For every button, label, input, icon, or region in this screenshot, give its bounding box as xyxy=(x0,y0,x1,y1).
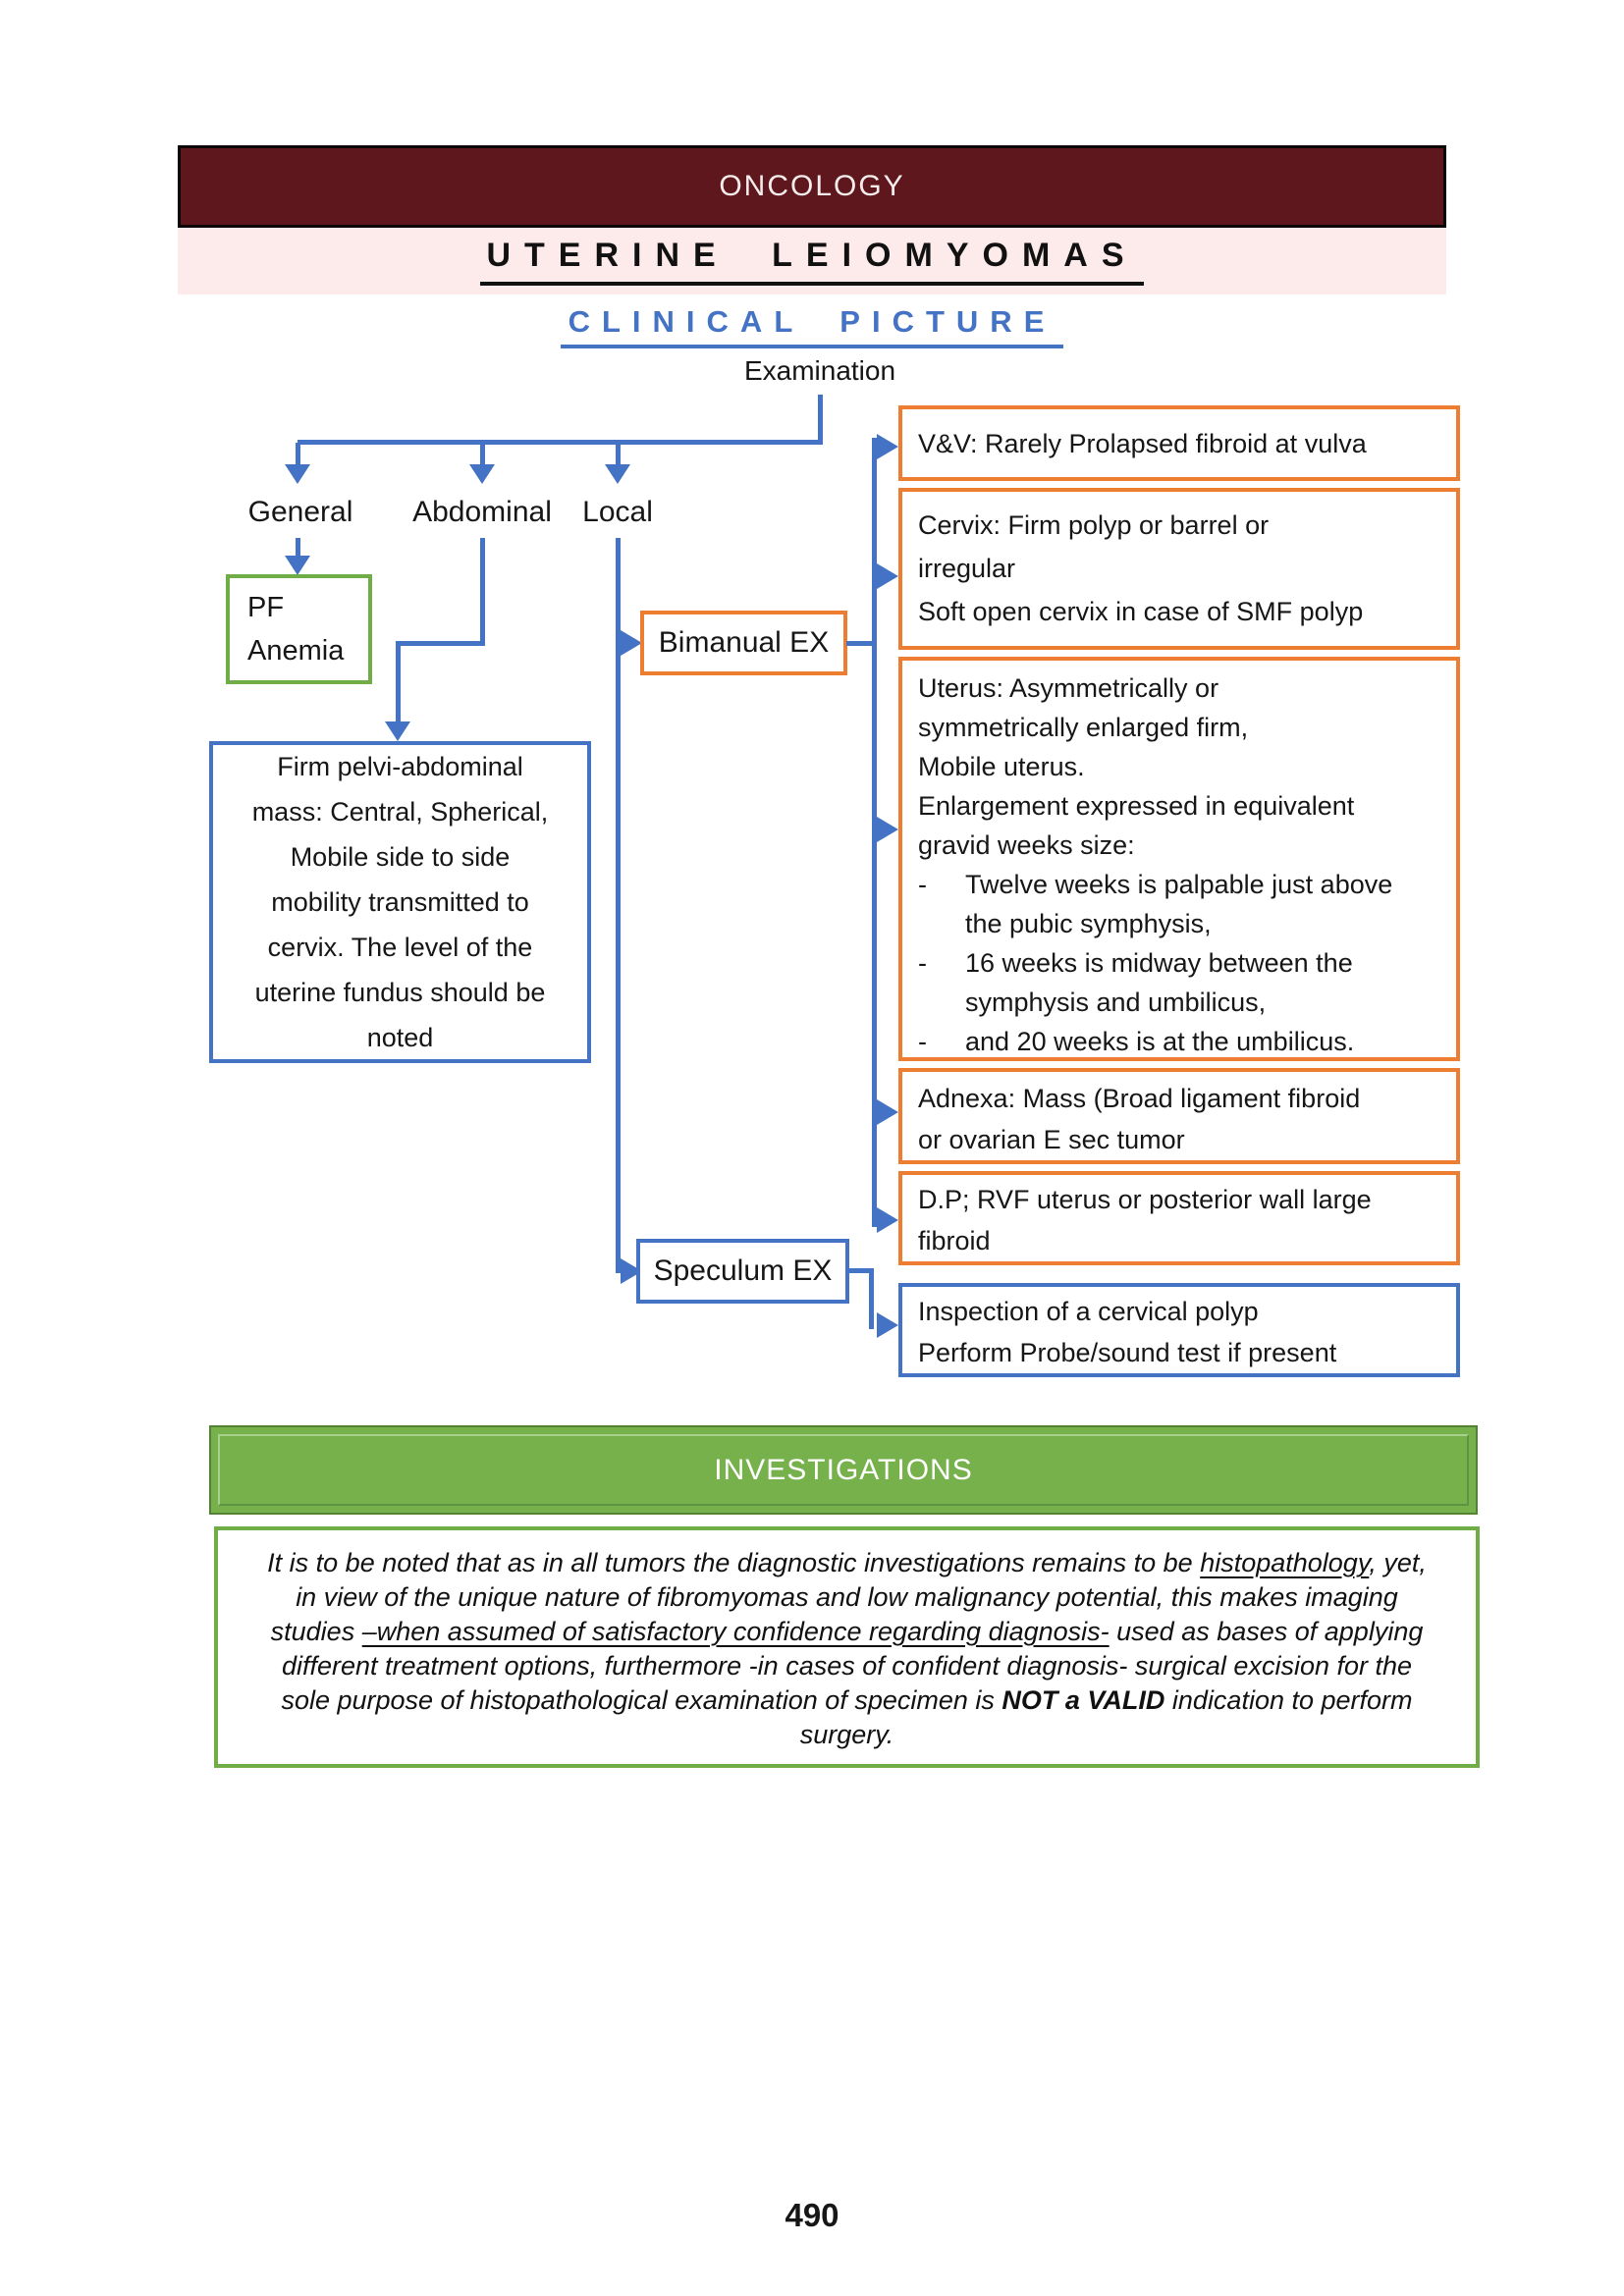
connector-line xyxy=(396,641,401,723)
connector-line xyxy=(396,641,485,646)
bullet-text: Twelve weeks is palpable just above the pubic symphysis, xyxy=(965,870,1393,938)
investigations-banner xyxy=(209,1425,1478,1515)
page-title: UTERINE LEIOMYOMAS xyxy=(480,237,1143,286)
section-heading-wrap xyxy=(0,304,1624,348)
arrow-right-icon xyxy=(877,1312,898,1338)
mass-line: mobility transmitted to xyxy=(271,887,529,917)
bullet-text: and 20 weeks is at the umbilicus. xyxy=(965,1027,1355,1056)
uterus-line: Enlargement expressed in equivalent xyxy=(918,791,1355,821)
uterus-bullet xyxy=(918,865,1440,943)
mass-line: mass: Central, Spherical, xyxy=(251,797,549,827)
connector-line xyxy=(298,440,823,445)
finding-box-uterus xyxy=(898,657,1460,1061)
uterus-line: Mobile uterus. xyxy=(918,752,1085,781)
speculum-ex-label: Speculum EX xyxy=(653,1255,833,1287)
branch-label-local: Local xyxy=(582,496,653,528)
bullet-text: 16 weeks is midway between the symphysis and umbilicus, xyxy=(965,948,1353,1017)
finding-box-inspection xyxy=(898,1283,1460,1377)
arrow-down-icon xyxy=(385,721,410,741)
speculum-ex-box xyxy=(636,1239,849,1304)
cervix-line: Soft open cervix in case of SMF polyp xyxy=(918,597,1364,626)
cervix-line: irregular xyxy=(918,554,1016,583)
connector-line xyxy=(869,1268,874,1329)
adnexa-line: Adnexa: Mass (Broad ligament fibroid xyxy=(918,1084,1361,1113)
connector-line xyxy=(480,538,485,646)
examination-root-label: Examination xyxy=(743,355,896,386)
page-number: 490 xyxy=(785,2197,839,2233)
finding-box-dp xyxy=(898,1171,1460,1265)
inspection-line: Inspection of a cervical polyp xyxy=(918,1297,1259,1326)
finding-box-cervix xyxy=(898,488,1460,650)
mass-line: noted xyxy=(366,1023,434,1052)
oncology-banner xyxy=(178,145,1446,228)
mass-line: uterine fundus should be xyxy=(254,978,546,1007)
mass-line: Mobile side to side xyxy=(290,842,511,872)
uterus-line: Uterus: Asymmetrically or xyxy=(918,673,1219,703)
arrow-right-icon xyxy=(877,1207,898,1233)
connector-line xyxy=(480,443,485,466)
connector-line xyxy=(818,395,823,442)
arrow-down-icon xyxy=(605,464,630,484)
dp-line: fibroid xyxy=(918,1226,991,1255)
bimanual-ex-box xyxy=(640,611,847,675)
note-text: It is to be noted that as in all tumors the diagnostic investigations remains to be xyxy=(267,1548,1201,1577)
arrow-right-icon xyxy=(877,563,898,589)
section-heading: CLINICAL PICTURE xyxy=(561,304,1064,348)
anemia-line: Anemia xyxy=(247,635,345,667)
pelvi-abdominal-mass-box xyxy=(209,741,591,1063)
bullet-dash: - xyxy=(918,870,927,899)
connector-line xyxy=(616,443,621,466)
vv-text: V&V: Rarely Prolapsed fibroid at vulva xyxy=(918,428,1367,458)
pf-line: PF xyxy=(247,592,285,623)
note-text-underlined: histopathology xyxy=(1200,1548,1370,1577)
arrow-right-icon xyxy=(877,1099,898,1125)
investigations-title: INVESTIGATIONS xyxy=(714,1453,973,1486)
mass-line: cervix. The level of the xyxy=(267,933,533,962)
connector-line xyxy=(296,443,300,466)
finding-box-vv xyxy=(898,405,1460,481)
adnexa-line: or ovarian E sec tumor xyxy=(918,1125,1185,1154)
bimanual-ex-label: Bimanual EX xyxy=(658,626,830,659)
uterus-bullet xyxy=(918,1022,1440,1061)
pf-anemia-box xyxy=(226,574,372,684)
arrow-right-icon xyxy=(877,434,898,459)
note-text: used as bases of applying different treatment options, furthermore -in cases of confident diagnosis- surgical excision for the sole purpose of histopathological examination of specimen is xyxy=(281,1617,1424,1715)
investigations-note xyxy=(214,1526,1480,1768)
subtitle-banner xyxy=(178,228,1446,294)
inspection-line: Perform Probe/sound test if present xyxy=(918,1338,1337,1367)
mass-line: Firm pelvi-abdominal xyxy=(277,752,523,781)
note-text: , yet, in view of the unique nature of fibromyomas and low malignancy potential, this makes imaging studies xyxy=(270,1548,1427,1646)
note-text: indication to perform surgery. xyxy=(799,1685,1413,1749)
uterus-bullet xyxy=(918,943,1440,1022)
uterus-line: gravid weeks size: xyxy=(918,830,1135,860)
arrow-right-icon xyxy=(877,817,898,842)
arrow-down-icon xyxy=(469,464,495,484)
uterus-line: symmetrically enlarged firm, xyxy=(918,713,1249,742)
branch-label-general: General xyxy=(247,496,353,528)
note-text-bold: NOT a VALID xyxy=(1001,1685,1165,1715)
cervix-line: Cervix: Firm polyp or barrel or xyxy=(918,510,1270,540)
arrow-down-icon xyxy=(285,464,310,484)
arrow-right-icon xyxy=(621,630,642,656)
dp-line: D.P; RVF uterus or posterior wall large xyxy=(918,1185,1372,1214)
bullet-dash: - xyxy=(918,1027,927,1056)
finding-box-adnexa xyxy=(898,1068,1460,1164)
arrow-down-icon xyxy=(285,556,310,575)
branch-label-abdominal: Abdominal xyxy=(412,496,552,528)
note-text-underlined: –when assumed of satisfactory confidence regarding diagnosis- xyxy=(361,1617,1110,1646)
banner-title: ONCOLOGY xyxy=(719,170,905,202)
bullet-dash: - xyxy=(918,948,927,978)
